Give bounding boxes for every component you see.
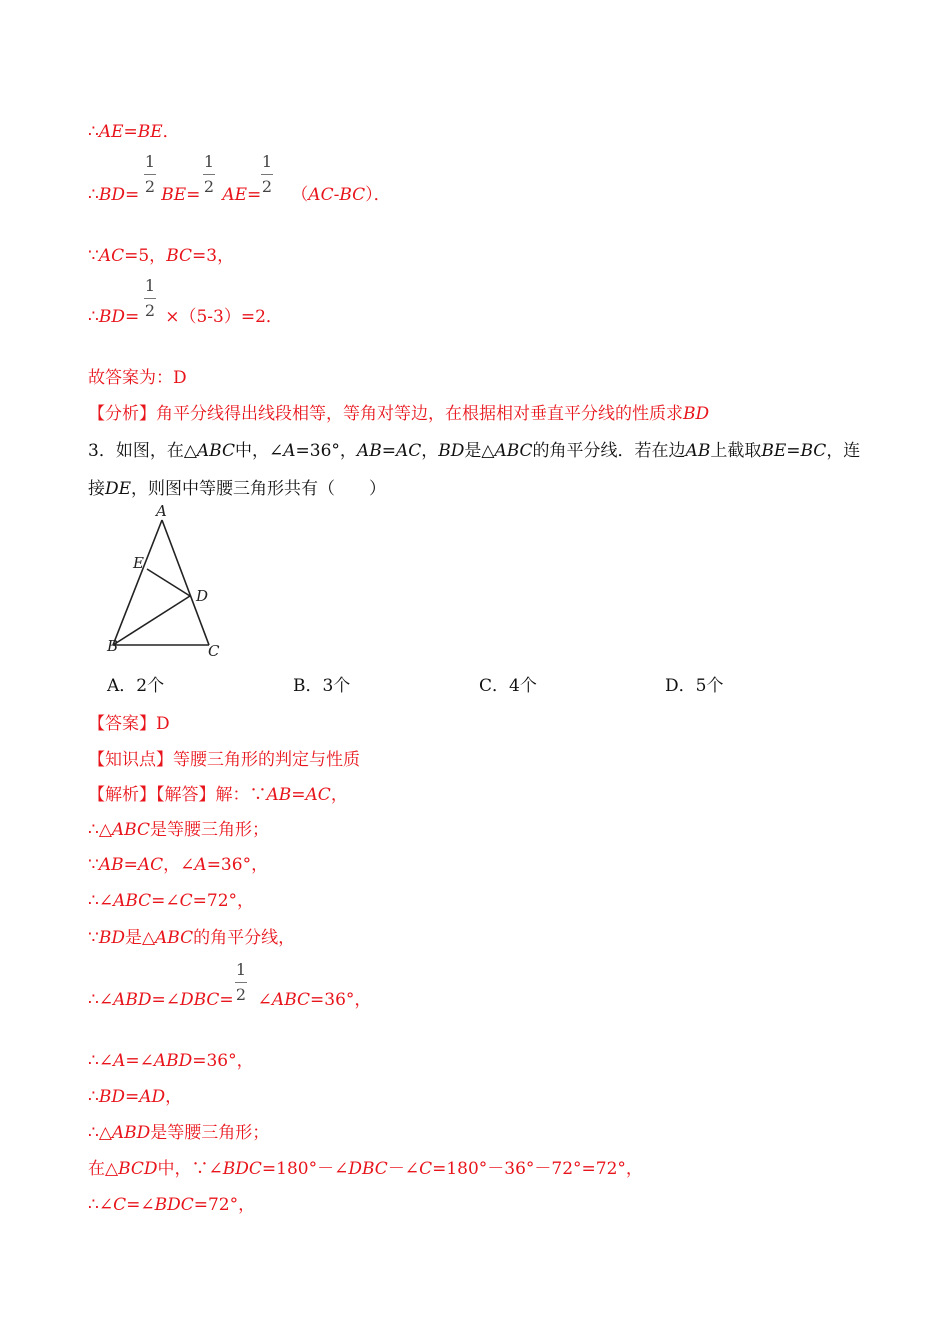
label-c: C [208,642,220,660]
solution-line-bd-result: ∴BD= ×（5-3）=2． [88,307,283,327]
label-b: B [107,637,119,655]
solution-step-9: ∴△ABD是等腰三角形； [88,1123,270,1143]
solution-step-3: ∵AB=AC，∠A=36°， [88,855,269,875]
triangle-figure [100,500,230,665]
question-3-line2: 接DE，则图中等腰三角形共有（ ） [88,479,387,499]
solution-step-8: ∴BD=AD， [88,1087,183,1107]
solution-line-ae-be: ∴AE=BE． [88,122,180,142]
segment-bd [113,596,190,645]
label-e: E [133,554,144,572]
solution-line-given: ∵AC=5，BC=3， [88,246,235,266]
solution-step-11: ∴∠C=∠BDC=72°， [88,1195,256,1215]
option-b[interactable]: B．3个 [293,676,351,696]
option-c[interactable]: C．4个 [479,676,537,696]
solution-step-7: ∴∠A=∠ABD=36°， [88,1051,254,1071]
solution-step-4: ∴∠ABC=∠C=72°， [88,891,255,911]
answer-line: 故答案为：D [88,368,187,388]
solution-step-10: 在△BCD中，∵∠BDC=180°－∠DBC－∠C=180°－36°－72°=72°， [88,1159,643,1179]
option-d[interactable]: D．5个 [665,676,724,696]
analysis-line: 【分析】角平分线得出线段相等，等角对等边，在根据相对垂直平分线的性质求BD [88,404,710,424]
label-d: D [196,587,209,605]
answer-label: 【答案】D [88,714,170,734]
solution-step-6: ∴∠ABD=∠DBC= ∠ABC=36°， [88,990,372,1010]
segment-ab [113,520,162,645]
option-a[interactable]: A．2个 [107,676,165,696]
question-3-line1: 3．如图，在△ABC中，∠A=36°，AB=AC，BD是△ABC的角平分线．若在边AB上截取BE=BC，连 [88,441,861,461]
solution-line-bd-formula: ∴BD= BE= AE= （AC-BC）． [88,185,391,205]
solution-step-1: 【解析】【解答】解：∵AB=AC， [88,785,348,805]
label-a: A [156,502,167,520]
solution-step-2: ∴△ABC是等腰三角形； [88,820,269,840]
solution-step-5: ∵BD是△ABC的角平分线， [88,928,296,948]
segment-ed [147,569,190,596]
knowledge-point: 【知识点】等腰三角形的判定与性质 [88,750,360,770]
